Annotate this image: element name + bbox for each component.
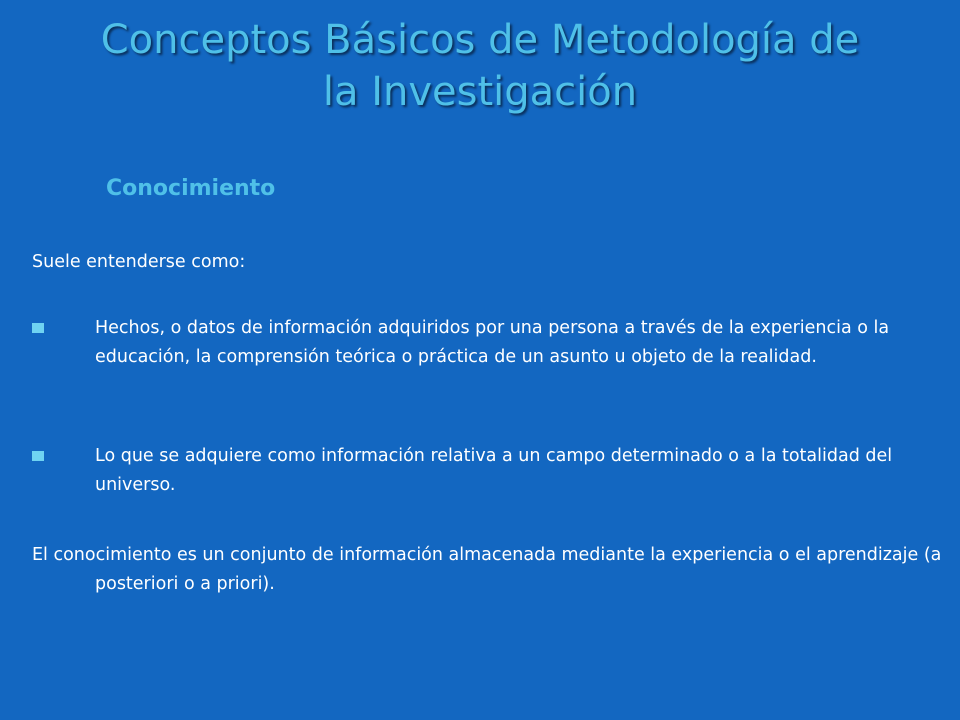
slide-title-line-2: la Investigación [322, 69, 638, 115]
slide-subtitle: Conocimiento [106, 176, 276, 201]
intro-text: Suele entenderse como: [32, 252, 246, 272]
slide-title-line-1: Conceptos Básicos de Metodología de [100, 17, 860, 63]
bullet-text: Lo que se adquiere como información relativa a un campo determinado o a la totalidad del universo. [95, 446, 893, 495]
square-bullet-icon [32, 323, 44, 333]
slide-title [30, 14, 930, 118]
conclusion-text: El conocimiento es un conjunto de información almacenada mediante la experiencia o el aprendizaje (a posteriori o a priori). [32, 545, 942, 594]
bullet-text: Hechos, o datos de información adquiridos por una persona a través de la experiencia o la educación, la comprensión teórica o práctica de un asunto u objeto de la realidad. [95, 318, 890, 367]
square-bullet-icon [32, 451, 44, 461]
